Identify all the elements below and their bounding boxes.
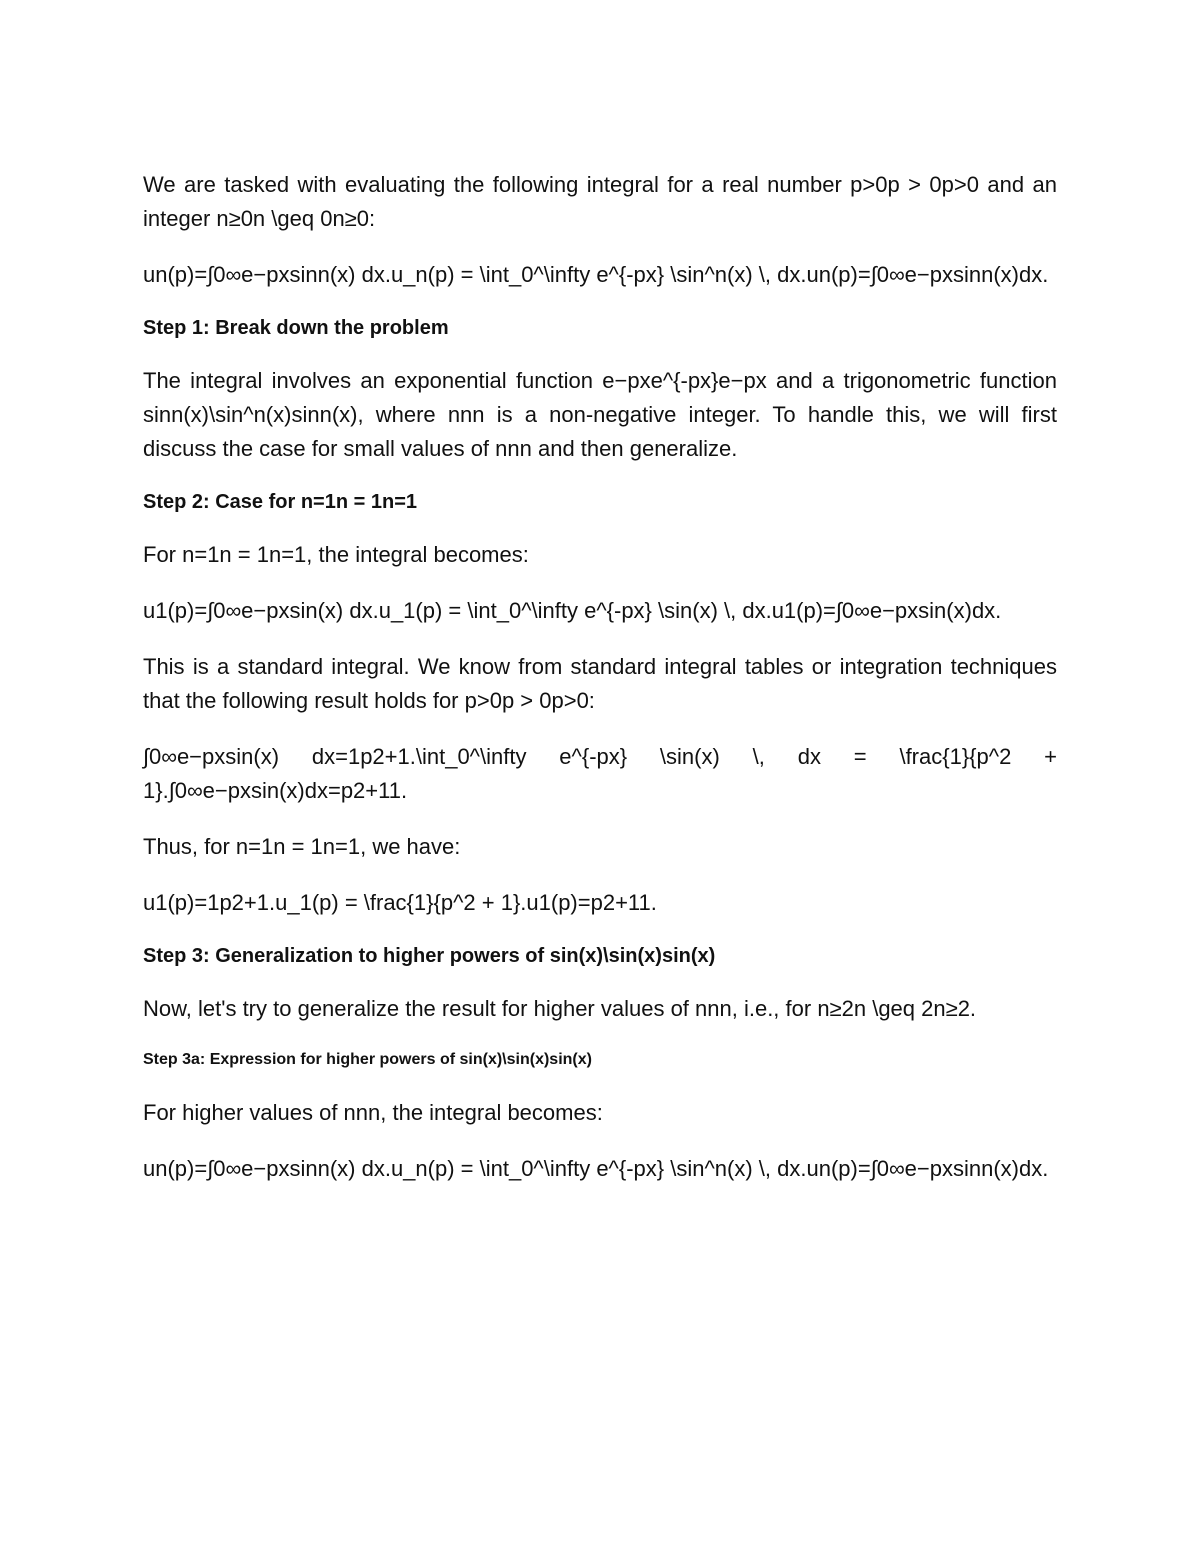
equation-u1-result: u1(p)=1p2+1.u_1(p) = \frac{1}{p^2 + 1}.u1(p)=p2+11. xyxy=(143,890,657,915)
step3-heading: Step 3: Generalization to higher powers of sin(x)\sin(x)sin(x) xyxy=(143,945,716,967)
step2-intro: For n=1n = 1n=1, the integral becomes: xyxy=(143,542,529,567)
step3-paragraph: Now, let's try to generalize the result for higher values of nnn, i.e., for n≥2n \geq 2n≥2. xyxy=(143,996,977,1021)
equation-standard-integral: ∫0∞e−pxsin(x) dx=1p2+1.\int_0^\infty e^{-px} \sin(x) \, dx = \frac{1}{p^2 + 1}.∫0∞e−pxsin(x)dx=p2+11. xyxy=(143,744,1057,803)
step1-paragraph: The integral involves an exponential function e−pxe^{-px}e−px and a trigonometric function sinn(x)\sin^n(x)sinn(x), where nnn is a non-negative integer. To handle this, we will first discuss the case for small values of nnn and then generalize. xyxy=(143,368,1057,461)
step1-heading: Step 1: Break down the problem xyxy=(143,317,449,339)
standard-integral-paragraph: This is a standard integral. We know from standard integral tables or integration techniques that the following result holds for p>0p > 0p>0: xyxy=(143,654,1057,713)
equation-u1-definition: u1(p)=∫0∞e−pxsin(x) dx.u_1(p) = \int_0^\infty e^{-px} \sin(x) \, dx.u1(p)=∫0∞e−pxsin(x)dx. xyxy=(143,598,1002,623)
thus-paragraph: Thus, for n=1n = 1n=1, we have: xyxy=(143,834,461,859)
step2-heading: Step 2: Case for n=1n = 1n=1 xyxy=(143,491,417,513)
document-page xyxy=(143,168,1057,1208)
equation-un-definition: un(p)=∫0∞e−pxsinn(x) dx.u_n(p) = \int_0^\infty e^{-px} \sin^n(x) \, dx.un(p)=∫0∞e−pxsinn(x)dx. xyxy=(143,262,1049,287)
step3a-paragraph: For higher values of nnn, the integral becomes: xyxy=(143,1100,603,1125)
intro-paragraph: We are tasked with evaluating the following integral for a real number p>0p > 0p>0 and an integer n≥0n \geq 0n≥0: xyxy=(143,172,1057,231)
step3a-heading: Step 3a: Expression for higher powers of sin(x)\sin(x)sin(x) xyxy=(143,1051,592,1068)
equation-un-repeat: un(p)=∫0∞e−pxsinn(x) dx.u_n(p) = \int_0^\infty e^{-px} \sin^n(x) \, dx.un(p)=∫0∞e−pxsinn(x)dx. xyxy=(143,1156,1049,1181)
